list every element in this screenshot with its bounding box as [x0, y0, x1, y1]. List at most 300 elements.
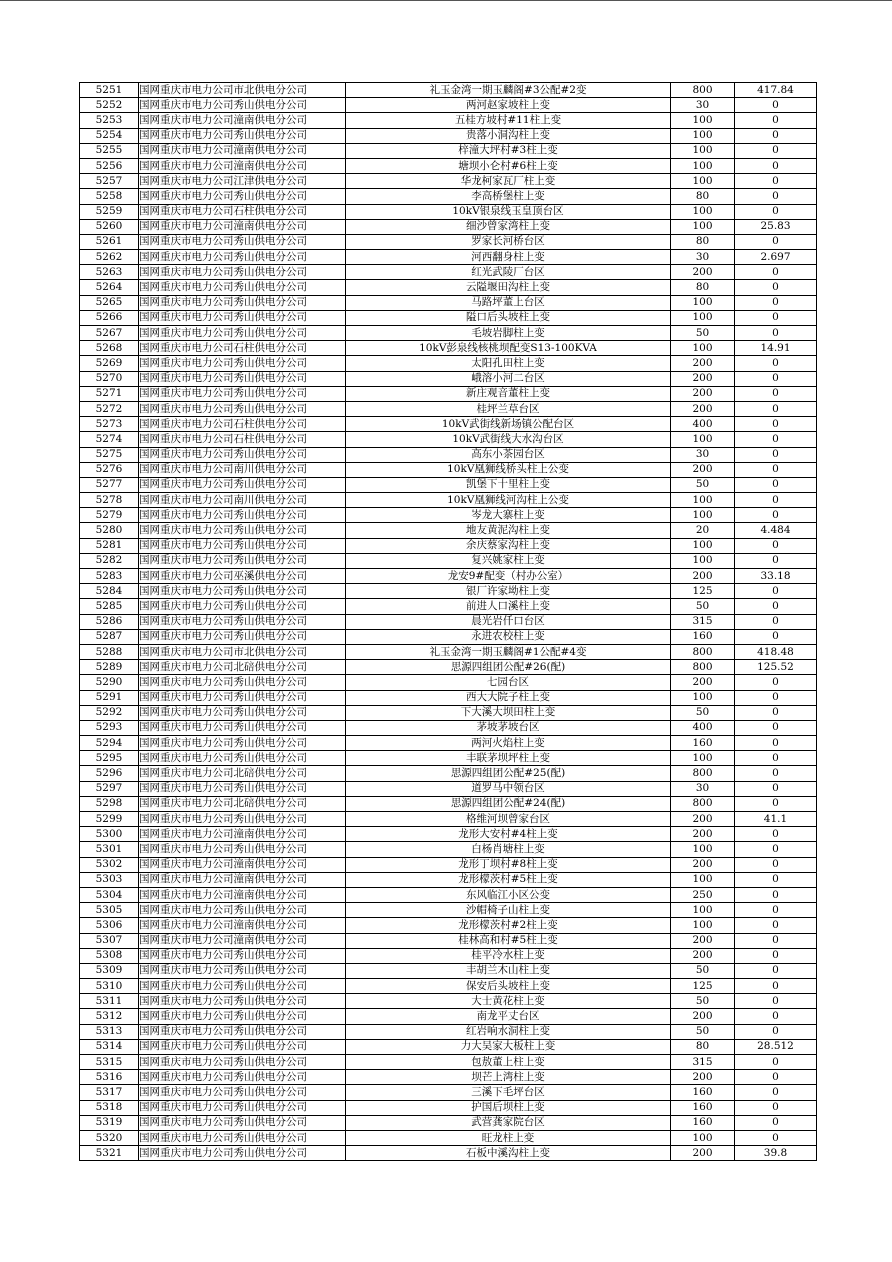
value-cell: 0 — [735, 720, 817, 735]
table-row — [80, 1146, 817, 1161]
capacity-cell: 200 — [671, 371, 735, 386]
table-row — [80, 857, 817, 872]
row-number-cell: 5264 — [80, 280, 139, 295]
station-name-cell: 龙安9#配变（村办公室） — [346, 569, 671, 584]
table-row — [80, 83, 817, 98]
company-name-cell: 国网重庆市电力公司秀山供电分公司 — [139, 447, 346, 462]
station-name-cell: 大士黄花柱上变 — [346, 994, 671, 1009]
row-number-cell: 5318 — [80, 1100, 139, 1115]
value-cell: 0 — [735, 538, 817, 553]
company-name-cell: 国网重庆市电力公司石柱供电分公司 — [139, 417, 346, 432]
capacity-cell: 200 — [671, 812, 735, 827]
company-name-cell: 国网重庆市电力公司秀山供电分公司 — [139, 1146, 346, 1161]
value-cell: 0 — [735, 629, 817, 644]
station-name-cell: 石板中溪沟柱上变 — [346, 1146, 671, 1161]
row-number-cell: 5309 — [80, 963, 139, 978]
table-row — [80, 1039, 817, 1054]
value-cell: 0 — [735, 174, 817, 189]
company-name-cell: 国网重庆市电力公司秀山供电分公司 — [139, 98, 346, 113]
capacity-cell: 100 — [671, 219, 735, 234]
company-name-cell: 国网重庆市电力公司秀山供电分公司 — [139, 310, 346, 325]
station-name-cell: 晨光岩仟口台区 — [346, 614, 671, 629]
value-cell: 39.8 — [735, 1146, 817, 1161]
value-cell: 0 — [735, 979, 817, 994]
company-name-cell: 国网重庆市电力公司秀山供电分公司 — [139, 979, 346, 994]
row-number-cell: 5312 — [80, 1009, 139, 1024]
row-number-cell: 5261 — [80, 234, 139, 249]
row-number-cell: 5257 — [80, 174, 139, 189]
company-name-cell: 国网重庆市电力公司秀山供电分公司 — [139, 477, 346, 492]
row-number-cell: 5299 — [80, 812, 139, 827]
station-name-cell: 华龙柯家瓦厂柱上变 — [346, 174, 671, 189]
table-row — [80, 812, 817, 827]
company-name-cell: 国网重庆市电力公司秀山供电分公司 — [139, 599, 346, 614]
company-name-cell: 国网重庆市电力公司石柱供电分公司 — [139, 341, 346, 356]
station-name-cell: 罗家长河桥台区 — [346, 234, 671, 249]
company-name-cell: 国网重庆市电力公司秀山供电分公司 — [139, 720, 346, 735]
station-name-cell: 七园台区 — [346, 675, 671, 690]
company-name-cell: 国网重庆市电力公司秀山供电分公司 — [139, 401, 346, 416]
row-number-cell: 5262 — [80, 250, 139, 265]
capacity-cell: 800 — [671, 766, 735, 781]
capacity-cell: 80 — [671, 1039, 735, 1054]
capacity-cell: 800 — [671, 83, 735, 98]
row-number-cell: 5280 — [80, 523, 139, 538]
value-cell: 0 — [735, 1070, 817, 1085]
capacity-cell: 100 — [671, 113, 735, 128]
capacity-cell: 80 — [671, 189, 735, 204]
company-name-cell: 国网重庆市电力公司秀山供电分公司 — [139, 234, 346, 249]
station-name-cell: 余庆蔡家沟柱上变 — [346, 538, 671, 553]
table-row — [80, 903, 817, 918]
capacity-cell: 100 — [671, 1130, 735, 1145]
capacity-cell: 160 — [671, 1085, 735, 1100]
row-number-cell: 5288 — [80, 644, 139, 659]
row-number-cell: 5284 — [80, 584, 139, 599]
value-cell: 0 — [735, 1024, 817, 1039]
row-number-cell: 5266 — [80, 310, 139, 325]
value-cell: 0 — [735, 872, 817, 887]
row-number-cell: 5316 — [80, 1070, 139, 1085]
table-row — [80, 432, 817, 447]
table-row — [80, 979, 817, 994]
capacity-cell: 50 — [671, 477, 735, 492]
company-name-cell: 国网重庆市电力公司秀山供电分公司 — [139, 1130, 346, 1145]
station-name-cell: 沙帽椅子山柱上变 — [346, 903, 671, 918]
station-name-cell: 思源四组团公配#25(配) — [346, 766, 671, 781]
company-name-cell: 国网重庆市电力公司北碚供电分公司 — [139, 766, 346, 781]
company-name-cell: 国网重庆市电力公司秀山供电分公司 — [139, 128, 346, 143]
value-cell: 0 — [735, 234, 817, 249]
table-row — [80, 234, 817, 249]
capacity-cell: 100 — [671, 538, 735, 553]
capacity-cell: 50 — [671, 705, 735, 720]
company-name-cell: 国网重庆市电力公司秀山供电分公司 — [139, 1039, 346, 1054]
row-number-cell: 5310 — [80, 979, 139, 994]
company-name-cell: 国网重庆市电力公司秀山供电分公司 — [139, 508, 346, 523]
table-row — [80, 219, 817, 234]
capacity-cell: 200 — [671, 356, 735, 371]
company-name-cell: 国网重庆市电力公司北碚供电分公司 — [139, 660, 346, 675]
value-cell: 0 — [735, 887, 817, 902]
value-cell: 0 — [735, 614, 817, 629]
row-number-cell: 5321 — [80, 1146, 139, 1161]
station-name-cell: 贵落小洞沟柱上变 — [346, 128, 671, 143]
table-row — [80, 280, 817, 295]
value-cell: 4.484 — [735, 523, 817, 538]
table-row — [80, 948, 817, 963]
station-name-cell: 前进人口溪柱上变 — [346, 599, 671, 614]
station-name-cell: 李高桥堡柱上变 — [346, 189, 671, 204]
station-name-cell: 永进农校柱上变 — [346, 629, 671, 644]
station-name-cell: 礼玉金湾一期玉麟阁#3公配#2变 — [346, 83, 671, 98]
company-name-cell: 国网重庆市电力公司秀山供电分公司 — [139, 1070, 346, 1085]
value-cell: 0 — [735, 401, 817, 416]
station-name-cell: 龙形檬茨村#2柱上变 — [346, 918, 671, 933]
company-name-cell: 国网重庆市电力公司秀山供电分公司 — [139, 781, 346, 796]
station-name-cell: 龙形大安村#4柱上变 — [346, 827, 671, 842]
capacity-cell: 315 — [671, 1055, 735, 1070]
table-row — [80, 98, 817, 113]
value-cell: 0 — [735, 326, 817, 341]
company-name-cell: 国网重庆市电力公司巫溪供电分公司 — [139, 569, 346, 584]
table-row — [80, 1055, 817, 1070]
capacity-cell: 200 — [671, 948, 735, 963]
row-number-cell: 5290 — [80, 675, 139, 690]
capacity-cell: 100 — [671, 872, 735, 887]
company-name-cell: 国网重庆市电力公司秀山供电分公司 — [139, 1100, 346, 1115]
row-number-cell: 5253 — [80, 113, 139, 128]
row-number-cell: 5268 — [80, 341, 139, 356]
capacity-cell: 250 — [671, 887, 735, 902]
capacity-cell: 200 — [671, 1009, 735, 1024]
value-cell: 0 — [735, 918, 817, 933]
value-cell: 0 — [735, 781, 817, 796]
company-name-cell: 国网重庆市电力公司秀山供电分公司 — [139, 994, 346, 1009]
row-number-cell: 5308 — [80, 948, 139, 963]
station-name-cell: 红岩响水洞柱上变 — [346, 1024, 671, 1039]
station-name-cell: 下大溪大坝田柱上变 — [346, 705, 671, 720]
value-cell: 0 — [735, 766, 817, 781]
row-number-cell: 5319 — [80, 1115, 139, 1130]
company-name-cell: 国网重庆市电力公司秀山供电分公司 — [139, 295, 346, 310]
table-row — [80, 918, 817, 933]
value-cell: 2.697 — [735, 250, 817, 265]
table-row — [80, 933, 817, 948]
station-name-cell: 高东小茶园台区 — [346, 447, 671, 462]
capacity-cell: 30 — [671, 98, 735, 113]
capacity-cell: 100 — [671, 432, 735, 447]
capacity-cell: 400 — [671, 720, 735, 735]
value-cell: 0 — [735, 477, 817, 492]
table-row — [80, 204, 817, 219]
capacity-cell: 200 — [671, 675, 735, 690]
station-name-cell: 龙形檬茨村#5柱上变 — [346, 872, 671, 887]
company-name-cell: 国网重庆市电力公司秀山供电分公司 — [139, 265, 346, 280]
station-name-cell: 太阳孔田柱上变 — [346, 356, 671, 371]
table-row — [80, 766, 817, 781]
row-number-cell: 5274 — [80, 432, 139, 447]
company-name-cell: 国网重庆市电力公司秀山供电分公司 — [139, 675, 346, 690]
value-cell: 0 — [735, 751, 817, 766]
table-row — [80, 720, 817, 735]
station-name-cell: 塘坝小仑村#6柱上变 — [346, 158, 671, 173]
station-name-cell: 两河赵家坡柱上变 — [346, 98, 671, 113]
company-name-cell: 国网重庆市电力公司江津供电分公司 — [139, 174, 346, 189]
station-name-cell: 丰联茅坝坪柱上变 — [346, 751, 671, 766]
station-name-cell: 岑龙大寨柱上变 — [346, 508, 671, 523]
company-name-cell: 国网重庆市电力公司秀山供电分公司 — [139, 1055, 346, 1070]
capacity-cell: 50 — [671, 326, 735, 341]
capacity-cell: 100 — [671, 128, 735, 143]
table-row — [80, 690, 817, 705]
table-row — [80, 113, 817, 128]
table-row — [80, 827, 817, 842]
company-name-cell: 国网重庆市电力公司北碚供电分公司 — [139, 796, 346, 811]
table-row — [80, 174, 817, 189]
table-row — [80, 599, 817, 614]
value-cell: 0 — [735, 386, 817, 401]
station-name-cell: 梓潼大坪村#3柱上变 — [346, 143, 671, 158]
company-name-cell: 国网重庆市电力公司秀山供电分公司 — [139, 371, 346, 386]
row-number-cell: 5317 — [80, 1085, 139, 1100]
table-row — [80, 250, 817, 265]
company-name-cell: 国网重庆市电力公司潼南供电分公司 — [139, 857, 346, 872]
station-name-cell: 复兴姚家柱上变 — [346, 553, 671, 568]
company-name-cell: 国网重庆市电力公司秀山供电分公司 — [139, 903, 346, 918]
row-number-cell: 5304 — [80, 887, 139, 902]
station-name-cell: 护国后坝柱上变 — [346, 1100, 671, 1115]
capacity-cell: 100 — [671, 508, 735, 523]
row-number-cell: 5301 — [80, 842, 139, 857]
table-row — [80, 614, 817, 629]
station-name-cell: 10kV彭泉线核桃坝配变S13-100KVA — [346, 341, 671, 356]
value-cell: 0 — [735, 508, 817, 523]
value-cell: 0 — [735, 933, 817, 948]
value-cell: 0 — [735, 1100, 817, 1115]
capacity-cell: 100 — [671, 751, 735, 766]
station-name-cell: 礼玉金湾一期玉麟阁#1公配#4变 — [346, 644, 671, 659]
capacity-cell: 50 — [671, 994, 735, 1009]
station-name-cell: 云隘堰田沟柱上变 — [346, 280, 671, 295]
station-name-cell: 桂坪兰草台区 — [346, 401, 671, 416]
company-name-cell: 国网重庆市电力公司秀山供电分公司 — [139, 1085, 346, 1100]
value-cell: 0 — [735, 371, 817, 386]
station-name-cell: 南龙平丈台区 — [346, 1009, 671, 1024]
capacity-cell: 200 — [671, 827, 735, 842]
station-name-cell: 五桂方坡村#11柱上变 — [346, 113, 671, 128]
value-cell: 0 — [735, 736, 817, 751]
station-name-cell: 凯堡下十里柱上变 — [346, 477, 671, 492]
value-cell: 0 — [735, 310, 817, 325]
table-body — [80, 83, 817, 1161]
row-number-cell: 5255 — [80, 143, 139, 158]
capacity-cell: 400 — [671, 417, 735, 432]
row-number-cell: 5281 — [80, 538, 139, 553]
value-cell: 417.84 — [735, 83, 817, 98]
row-number-cell: 5298 — [80, 796, 139, 811]
value-cell: 0 — [735, 1009, 817, 1024]
table-row — [80, 553, 817, 568]
table-row — [80, 326, 817, 341]
value-cell: 14.91 — [735, 341, 817, 356]
company-name-cell: 国网重庆市电力公司市北供电分公司 — [139, 83, 346, 98]
row-number-cell: 5278 — [80, 493, 139, 508]
row-number-cell: 5303 — [80, 872, 139, 887]
row-number-cell: 5300 — [80, 827, 139, 842]
table-row — [80, 1070, 817, 1085]
table-row — [80, 341, 817, 356]
company-name-cell: 国网重庆市电力公司秀山供电分公司 — [139, 736, 346, 751]
table-row — [80, 751, 817, 766]
capacity-cell: 100 — [671, 310, 735, 325]
table-row — [80, 629, 817, 644]
capacity-cell: 100 — [671, 553, 735, 568]
company-name-cell: 国网重庆市电力公司秀山供电分公司 — [139, 705, 346, 720]
capacity-cell: 100 — [671, 204, 735, 219]
station-name-cell: 力大吴家大板柱上变 — [346, 1039, 671, 1054]
row-number-cell: 5295 — [80, 751, 139, 766]
table-row — [80, 477, 817, 492]
station-name-cell: 10kV凰狮线河沟柱上公变 — [346, 493, 671, 508]
table-row — [80, 644, 817, 659]
value-cell: 0 — [735, 1115, 817, 1130]
company-name-cell: 国网重庆市电力公司潼南供电分公司 — [139, 918, 346, 933]
value-cell: 0 — [735, 1085, 817, 1100]
station-name-cell: 茅坡茅坡台区 — [346, 720, 671, 735]
capacity-cell: 100 — [671, 158, 735, 173]
capacity-cell: 100 — [671, 143, 735, 158]
row-number-cell: 5307 — [80, 933, 139, 948]
company-name-cell: 国网重庆市电力公司秀山供电分公司 — [139, 629, 346, 644]
value-cell: 33.18 — [735, 569, 817, 584]
station-name-cell: 马路坪董上台区 — [346, 295, 671, 310]
station-name-cell: 10kV武街线大水沟台区 — [346, 432, 671, 447]
row-number-cell: 5254 — [80, 128, 139, 143]
row-number-cell: 5297 — [80, 781, 139, 796]
station-name-cell: 毛坡岩脚柱上变 — [346, 326, 671, 341]
capacity-cell: 160 — [671, 736, 735, 751]
value-cell: 0 — [735, 447, 817, 462]
company-name-cell: 国网重庆市电力公司潼南供电分公司 — [139, 158, 346, 173]
station-name-cell: 西大大院子柱上变 — [346, 690, 671, 705]
station-name-cell: 龙形丁坝村#8柱上变 — [346, 857, 671, 872]
capacity-cell: 100 — [671, 842, 735, 857]
table-row — [80, 1115, 817, 1130]
row-number-cell: 5315 — [80, 1055, 139, 1070]
capacity-cell: 200 — [671, 386, 735, 401]
table-row — [80, 675, 817, 690]
company-name-cell: 国网重庆市电力公司秀山供电分公司 — [139, 614, 346, 629]
capacity-cell: 200 — [671, 401, 735, 416]
station-name-cell: 白杨肖塘柱上变 — [346, 842, 671, 857]
station-name-cell: 10kV武街线新场镇公配台区 — [346, 417, 671, 432]
station-name-cell: 丰胡兰木山柱上变 — [346, 963, 671, 978]
row-number-cell: 5320 — [80, 1130, 139, 1145]
station-name-cell: 峨溶小河二台区 — [346, 371, 671, 386]
company-name-cell: 国网重庆市电力公司潼南供电分公司 — [139, 827, 346, 842]
station-name-cell: 保安后头坡柱上变 — [346, 979, 671, 994]
value-cell: 0 — [735, 128, 817, 143]
table-row — [80, 371, 817, 386]
station-name-cell: 三溪下毛坪台区 — [346, 1085, 671, 1100]
table-row — [80, 128, 817, 143]
row-number-cell: 5296 — [80, 766, 139, 781]
station-name-cell: 东风临江小区公变 — [346, 887, 671, 902]
row-number-cell: 5287 — [80, 629, 139, 644]
value-cell: 0 — [735, 948, 817, 963]
station-name-cell: 隘口后头坡柱上变 — [346, 310, 671, 325]
data-table — [79, 82, 817, 1161]
company-name-cell: 国网重庆市电力公司秀山供电分公司 — [139, 948, 346, 963]
capacity-cell: 200 — [671, 1070, 735, 1085]
table-row — [80, 295, 817, 310]
company-name-cell: 国网重庆市电力公司潼南供电分公司 — [139, 219, 346, 234]
value-cell: 0 — [735, 796, 817, 811]
station-name-cell: 细沙曾家湾柱上变 — [346, 219, 671, 234]
capacity-cell: 315 — [671, 614, 735, 629]
company-name-cell: 国网重庆市电力公司秀山供电分公司 — [139, 523, 346, 538]
capacity-cell: 200 — [671, 933, 735, 948]
table-row — [80, 386, 817, 401]
capacity-cell: 30 — [671, 250, 735, 265]
station-name-cell: 两河火焰柱上变 — [346, 736, 671, 751]
value-cell: 0 — [735, 356, 817, 371]
row-number-cell: 5251 — [80, 83, 139, 98]
capacity-cell: 200 — [671, 1146, 735, 1161]
row-number-cell: 5291 — [80, 690, 139, 705]
row-number-cell: 5294 — [80, 736, 139, 751]
table-row — [80, 401, 817, 416]
table-row — [80, 1130, 817, 1145]
row-number-cell: 5292 — [80, 705, 139, 720]
row-number-cell: 5293 — [80, 720, 139, 735]
station-name-cell: 桂林高和村#5柱上变 — [346, 933, 671, 948]
capacity-cell: 160 — [671, 629, 735, 644]
station-name-cell: 10kV银泉线玉皇顶台区 — [346, 204, 671, 219]
capacity-cell: 200 — [671, 857, 735, 872]
capacity-cell: 800 — [671, 660, 735, 675]
row-number-cell: 5276 — [80, 462, 139, 477]
company-name-cell: 国网重庆市电力公司南川供电分公司 — [139, 493, 346, 508]
row-number-cell: 5267 — [80, 326, 139, 341]
table-row — [80, 1085, 817, 1100]
capacity-cell: 30 — [671, 781, 735, 796]
table-row — [80, 356, 817, 371]
value-cell: 0 — [735, 705, 817, 720]
table-row — [80, 447, 817, 462]
value-cell: 0 — [735, 599, 817, 614]
value-cell: 0 — [735, 553, 817, 568]
value-cell: 0 — [735, 417, 817, 432]
row-number-cell: 5282 — [80, 553, 139, 568]
capacity-cell: 50 — [671, 1024, 735, 1039]
company-name-cell: 国网重庆市电力公司秀山供电分公司 — [139, 538, 346, 553]
capacity-cell: 80 — [671, 280, 735, 295]
table-row — [80, 569, 817, 584]
table-row — [80, 189, 817, 204]
table-row — [80, 842, 817, 857]
station-name-cell: 武营龚家院台区 — [346, 1115, 671, 1130]
capacity-cell: 125 — [671, 979, 735, 994]
value-cell: 0 — [735, 462, 817, 477]
value-cell: 0 — [735, 189, 817, 204]
value-cell: 0 — [735, 584, 817, 599]
capacity-cell: 50 — [671, 599, 735, 614]
value-cell: 0 — [735, 295, 817, 310]
company-name-cell: 国网重庆市电力公司潼南供电分公司 — [139, 113, 346, 128]
table-row — [80, 508, 817, 523]
